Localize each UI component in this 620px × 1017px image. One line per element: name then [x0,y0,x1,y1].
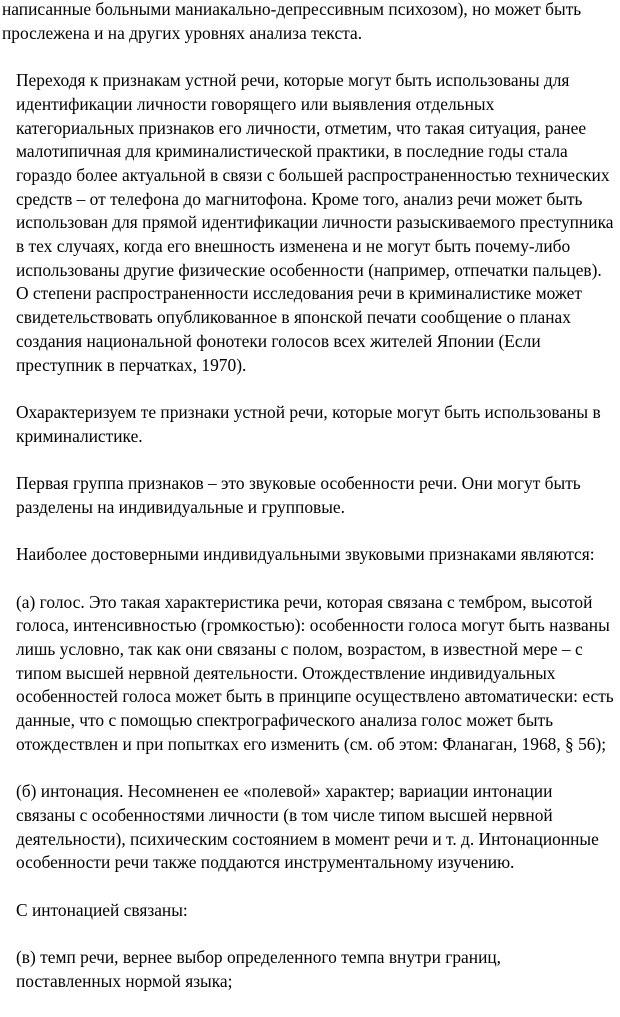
document-page [2,0,618,1017]
text-line: преступник в перчатках, 1970). [16,354,247,375]
paragraph-speech-identification [2,69,618,377]
text-line: Переходя к признакам устной речи, которые могут быть использованы для [16,70,570,91]
text-line: (б) интонация. Несомненен ее «полевой» характер; вариации интонации [16,781,553,802]
text-line: голоса, интенсивностью (громкостью): особенности голоса могут быть названы [16,615,610,636]
text-line: написанные больными маниакально-депрессивным психозом), но может быть [2,0,582,19]
text-line: средств – от телефона до магнитофона. Кроме того, анализ речи может быть [16,188,583,209]
paragraph-item-intonation [2,780,618,875]
text-line: типом высшей нервной деятельности. Отождествление индивидуальных [16,662,556,683]
text-line: создания национальной фонотеки голосов всех жителей Японии (Если [16,330,541,351]
text-line: свидетельствовать опубликованное в японской печати сообщение о планах [16,307,571,328]
text-line: особенностей голоса может быть в принципе осуществлено автоматически: есть [16,686,614,707]
text-line: в тех случаях, когда его внешность изменена и не могут быть почему-либо [16,236,571,257]
text-line: разделены на индивидуальные и групповые. [16,496,346,517]
text-line: (в) темп речи, вернее выбор определенного темпа внутри границ, [16,947,502,967]
text-line: особенности речи также поддаются инструментальному изучению. [16,852,515,873]
paragraph-item-tempo [2,946,618,993]
text-line: деятельности), психическим состоянием в момент речи и т. д. Интонационные [16,828,599,849]
text-line: (а) голос. Это такая характеристика речи, которая связана с тембром, высотой [16,591,593,612]
paragraph-first-group [2,472,618,519]
text-line: лишь условно, так как они связаны с полом, возрастом, в известной мере – с [16,638,583,659]
text-line: С интонацией связаны: [16,899,188,920]
text-line: Первая группа признаков – это звуковые особенности речи. Они могут быть [16,473,581,494]
text-line: криминалистике. [16,425,143,446]
paragraph-item-voice [2,591,618,757]
text-line: гораздо более актуальной в связи с большей распространенностью технических [16,164,610,185]
text-line: О степени распространенности исследования речи в криминалистике может [16,283,582,304]
paragraph-continuation [2,0,618,45]
text-line: связаны с особенностями личности (в том числе типом высшей нервной [16,804,553,825]
paragraph-characterize-features [2,401,618,448]
text-line: использован для прямой идентификации личности разыскиваемого преступника [16,212,614,233]
text-line: прослежена и на других уровнях анализа текста. [2,22,363,43]
text-line: данные, что с помощью спектрографического анализа голос может быть [16,710,554,731]
paragraph-intonation-related [2,899,618,923]
paragraph-reliable-features [2,543,618,567]
text-line: малотипичная для криминалистической практики, в последние годы стала [16,141,568,162]
text-line: идентификации личности говорящего или выявления отдельных [16,93,495,114]
text-line: использованы другие физические особенности (например, отпечатки пальцев). [16,259,602,280]
text-line: поставленных нормой языка; [16,970,233,991]
text-line: категориальных признаков его личности, отметим, что такая ситуация, ранее [16,117,587,138]
text-line: отождествлен и при попытках его изменить (см. об этом: Фланаган, 1968, § 56); [16,733,607,754]
text-line: Наиболее достоверными индивидуальными звуковыми признаками являются: [16,544,595,565]
text-line: Охарактеризуем те признаки устной речи, которые могут быть использованы в [16,401,601,422]
